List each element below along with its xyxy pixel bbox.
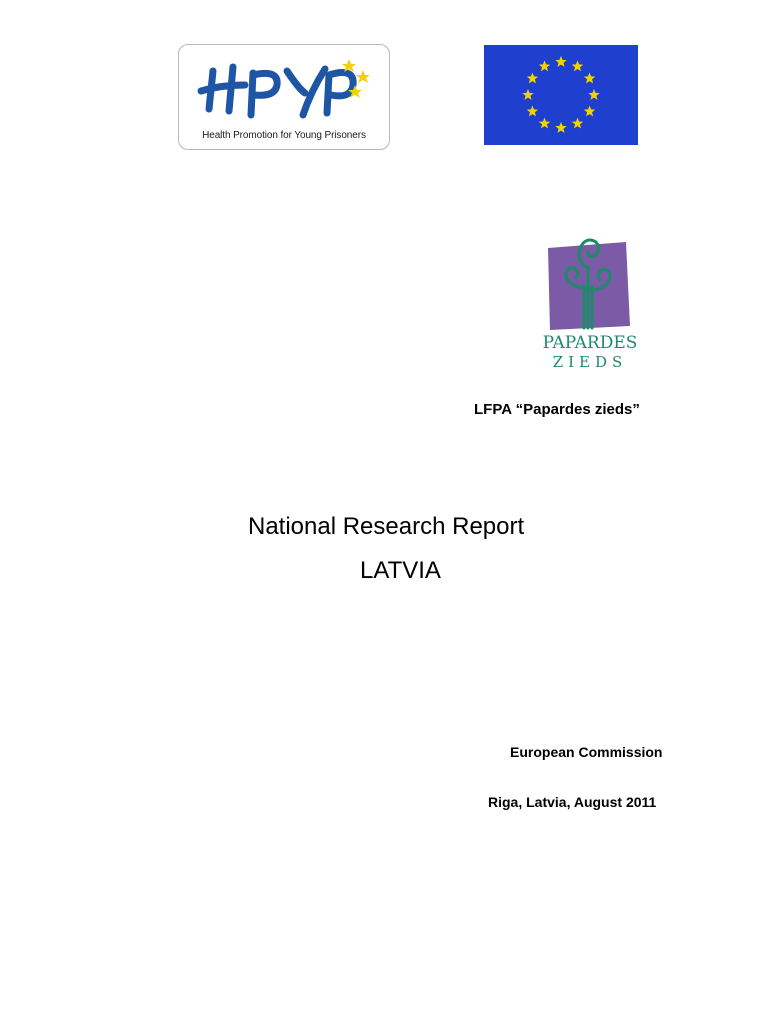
eu-star-icon xyxy=(527,73,538,84)
papardes-zieds-logo xyxy=(540,228,640,371)
eu-star-icon xyxy=(572,60,583,71)
eu-star-icon xyxy=(555,122,566,133)
pz-logo-line1: PAPARDES xyxy=(542,333,638,353)
eu-star-icon xyxy=(572,118,583,129)
eu-star-icon xyxy=(555,56,566,67)
pz-logo-line2: ZIEDS xyxy=(552,353,628,371)
eu-star-icon xyxy=(588,89,599,100)
eu-star-icon xyxy=(522,89,533,100)
papardes-zieds-emblem xyxy=(540,228,640,371)
hpyp-caption: Health Promotion for Young Prisoners xyxy=(202,130,366,141)
eu-star-icon xyxy=(539,118,550,129)
organisation-name: LFPA “Papardes zieds” xyxy=(474,401,640,418)
eu-flag xyxy=(484,45,638,145)
eu-star-icon xyxy=(584,73,595,84)
eu-star-icon xyxy=(527,106,538,117)
eu-star-icon xyxy=(539,60,550,71)
report-title: National Research Report xyxy=(248,513,525,540)
eu-stars-circle xyxy=(484,45,638,145)
hpyp-logo xyxy=(178,44,390,150)
report-country: LATVIA xyxy=(360,557,441,584)
funder-name: European Commission xyxy=(510,744,663,760)
eu-star-icon xyxy=(584,106,595,117)
place-and-date: Riga, Latvia, August 2011 xyxy=(488,794,657,810)
